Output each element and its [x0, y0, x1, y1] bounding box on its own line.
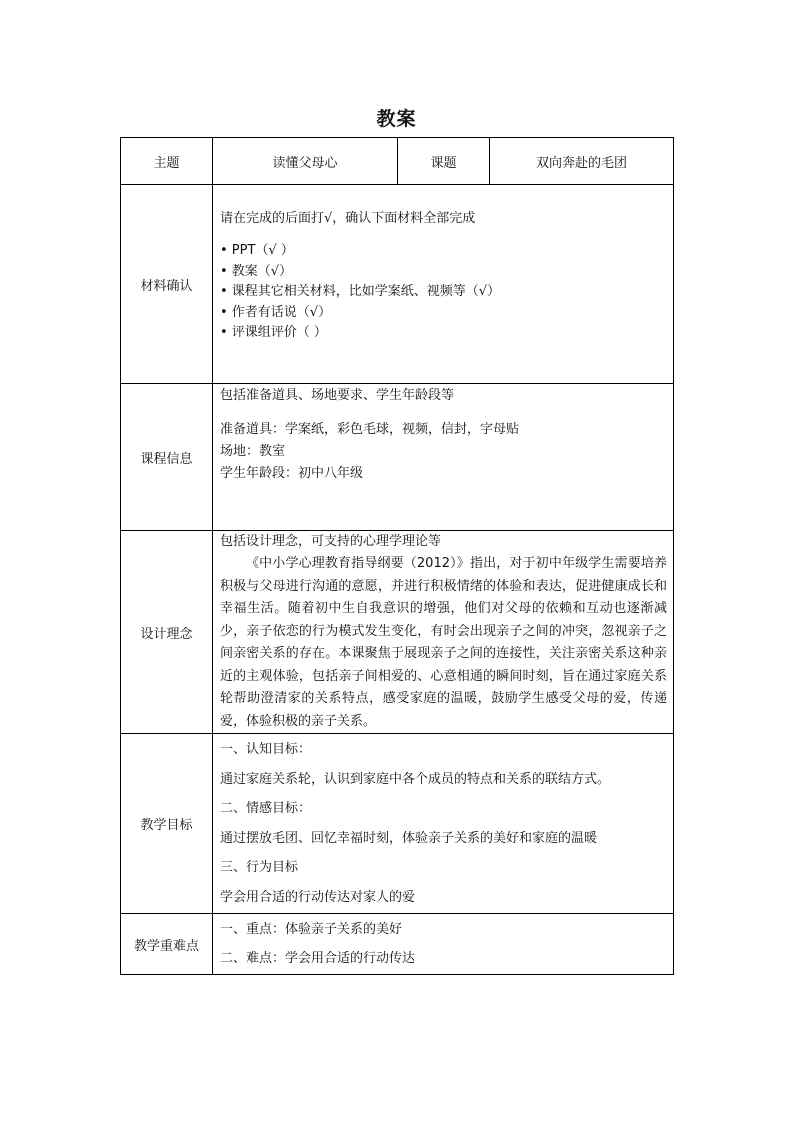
- key-point-difficulty: 二、难点：学会用合适的行动传达: [220, 951, 416, 966]
- goals-cell: [213, 734, 674, 914]
- material-item-other: • 课程其它相关材料，比如学案纸、视频等（√）: [220, 284, 501, 299]
- course-info-row: [121, 384, 674, 531]
- course-info-venue: 场地：教室: [220, 444, 286, 459]
- materials-label: 材料确认: [121, 185, 213, 384]
- goal-cognitive-text: 通过家庭关系轮，认识到家庭中各个成员的特点和关系的联结方式。: [220, 771, 611, 787]
- key-points-cell: [213, 914, 674, 975]
- key-points-label: 教学重难点: [121, 914, 213, 975]
- goal-emotional-heading: 二、情感目标：: [220, 801, 312, 816]
- key-point-focus: 一、重点：体验亲子关系的美好: [220, 921, 403, 937]
- document-title: 教案: [376, 108, 417, 130]
- course-info-intro: 包括准备道具、场地要求、学生年龄段等: [220, 388, 455, 403]
- material-item-ppt: • PPT（√ ）: [220, 243, 294, 258]
- key-points-row: [121, 914, 674, 975]
- materials-row: [121, 185, 674, 384]
- goals-label: 教学目标: [121, 734, 213, 914]
- goals-row: [121, 734, 674, 914]
- theme-label: 主题: [121, 138, 213, 185]
- goal-emotional-text: 通过摆放毛团、回忆幸福时刻，体验亲子关系的美好和家庭的温暖: [220, 830, 598, 846]
- course-info-cell: [213, 384, 674, 531]
- lesson-value: 双向奔赴的毛团: [490, 138, 674, 185]
- design-label: 设计理念: [121, 531, 213, 734]
- lesson-label: 课题: [398, 138, 490, 185]
- goal-cognitive-heading: 一、认知目标：: [220, 742, 312, 757]
- material-item-review: • 评课组评价（ ）: [220, 325, 327, 340]
- design-cell: [213, 531, 674, 734]
- course-info-age: 学生年龄段：初中八年级: [220, 466, 364, 481]
- header-row: [121, 138, 674, 185]
- design-row: [121, 531, 674, 734]
- material-item-author-note: • 作者有话说（√）: [220, 304, 332, 320]
- materials-cell: [213, 185, 674, 384]
- course-info-label: 课程信息: [121, 384, 213, 531]
- theme-value: 读懂父母心: [213, 138, 398, 185]
- goal-behavior-text: 学会用合适的行动传达对家人的爱: [220, 889, 416, 905]
- design-text: 《中小学心理教育指导纲要（2012）》指出，对于初中年级学生需要培养积极与父母进行沟通的意愿，并进行积极情绪的体验和表达，促进健康成长和幸福生活。随着初中生自我意识的增强，他们对父母的依赖和互动也逐渐减少，亲子依恋的行为模式发生变化，有时会出现亲子之间的冲突，忽视亲子之间亲密关系的存在。本课聚焦于展现亲子之间的连接性，关注亲密关系这种亲近的主观体验，包括亲子间相爱的、心意相通的瞬间时刻，旨在通过家庭关系轮帮助澄清家的关系特点，感受家庭的温暖，鼓励学生感受父母的爱，传递爱，体验积极的亲子关系。: [220, 556, 667, 729]
- design-intro: 包括设计理念，可支持的心理学理论等: [220, 534, 442, 549]
- materials-intro: 请在完成的后面打√，确认下面材料全部完成: [220, 210, 476, 226]
- material-item-lesson-plan: • 教案（√）: [220, 263, 293, 279]
- goal-behavior-heading: 三、行为目标: [220, 860, 299, 875]
- lesson-plan-table: [120, 137, 674, 975]
- course-info-props: 准备道具：学案纸，彩色毛球，视频，信封，字母贴: [220, 422, 520, 437]
